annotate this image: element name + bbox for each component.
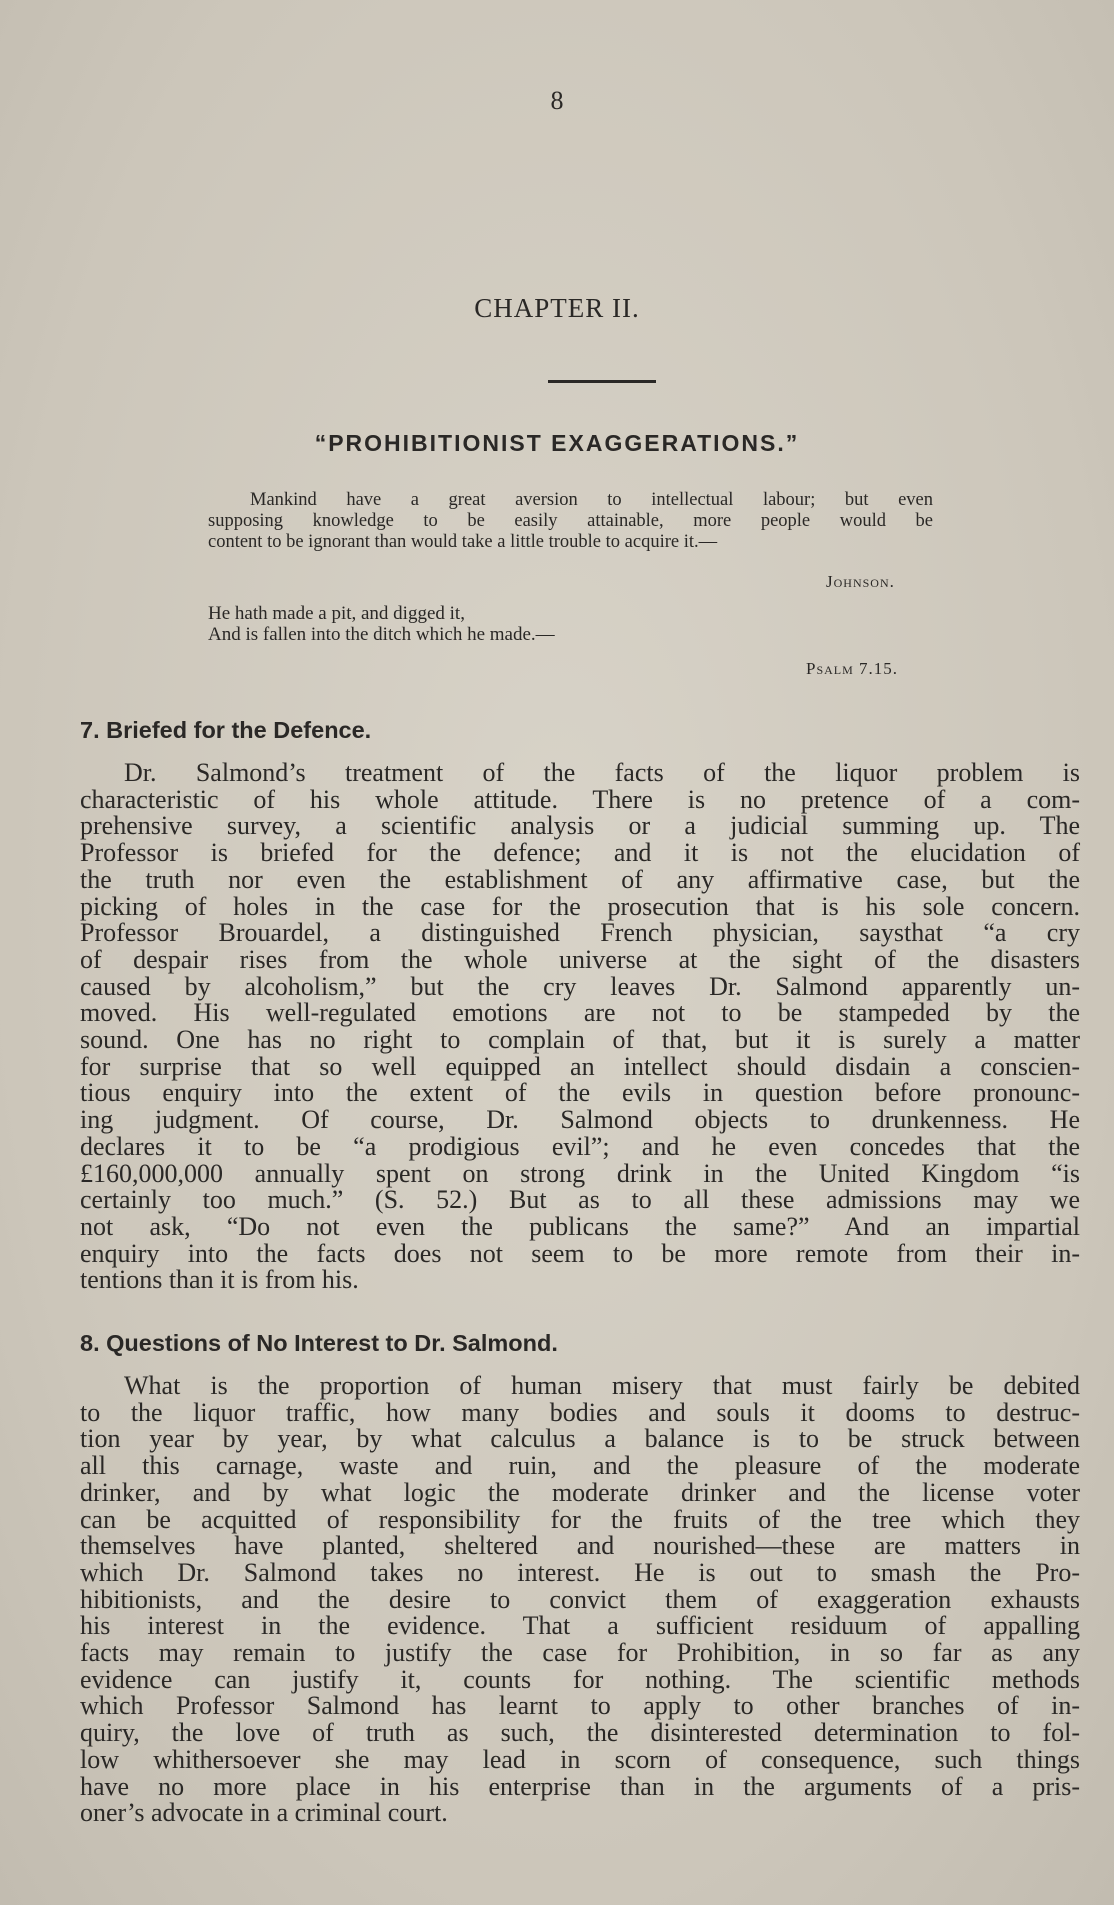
text-line: for surprise that so well equipped an intellect should disdain a conscien- (80, 1051, 1080, 1081)
section-heading: 8. Questions of No Interest to Dr. Salmond. (80, 1330, 558, 1356)
epigraph-psalm (208, 603, 555, 645)
text-line: of despair rises from the whole universe at the sight of the disasters (80, 944, 1080, 974)
text-line: picking of holes in the case for the prosecution that is his sole concern. (80, 891, 1080, 921)
text-line: certainly too much.” (S. 52.) But as to all these admissions may we (80, 1185, 1080, 1215)
text-line: characteristic of his whole attitude. There is no pretence of a com- (80, 784, 1080, 814)
text-line: hibitionists, and the desire to convict them of exaggeration exhausts (80, 1584, 1080, 1614)
chapter-divider (548, 380, 656, 383)
text-line: the truth nor even the establishment of any affirmative case, but the (80, 864, 1080, 894)
text-line: enquiry into the facts does not seem to be more remote from their in- (80, 1238, 1080, 1268)
text-line: oner’s advocate in a criminal court. (80, 1798, 448, 1828)
poem-line: He hath made a pit, and digged it, (208, 603, 465, 624)
text-line: have no more place in his enterprise than in the arguments of a pris- (80, 1771, 1080, 1801)
epigraph-line: supposing knowledge to be easily attainable, more people would be (208, 511, 933, 531)
text-line: caused by alcoholism,” but the cry leaves Dr. Salmond apparently un- (80, 971, 1080, 1001)
text-line: low whithersoever she may lead in scorn of consequence, such things (80, 1744, 1080, 1774)
chapter-subtitle: “PROHIBITIONIST EXAGGERATIONS.” (314, 430, 800, 456)
epigraph-line: content to be ignorant than would take a little trouble to acquire it.— (208, 532, 718, 552)
text-line: tentions than it is from his. (80, 1265, 359, 1295)
text-line: sound. One has no right to complain of that, but it is surely a matter (80, 1025, 1080, 1055)
epigraph-attribution: Psalm 7.15. (806, 659, 899, 678)
section-body (80, 1373, 1080, 1827)
section-body (80, 760, 1080, 1294)
text-line: declares it to be “a prodigious evil”; and he even concedes that the (80, 1131, 1080, 1161)
text-line: Dr. Salmond’s treatment of the facts of the liquor problem is (124, 758, 1080, 787)
epigraph-line: Mankind have a great aversion to intellectual labour; but even (250, 490, 933, 510)
text-line: drinker, and by what logic the moderate drinker and the license voter (80, 1477, 1080, 1507)
text-line: can be acquitted of responsibility for the fruits of the tree which they (80, 1504, 1080, 1534)
text-line: £160,000,000 annually spent on strong drink in the United Kingdom “is (80, 1158, 1080, 1188)
text-line: Professor is briefed for the defence; and it is not the elucidation of (80, 838, 1080, 868)
text-line: themselves have planted, sheltered and nourished—these are matters in (80, 1531, 1080, 1561)
text-line: facts may remain to justify the case for Prohibition, in so far as any (80, 1638, 1080, 1668)
text-line: tious enquiry into the extent of the evils in question before pronounc- (80, 1078, 1080, 1108)
epigraph-attribution: Johnson. (826, 572, 895, 591)
text-line: moved. His well-regulated emotions are not to be stampeded by the (80, 998, 1080, 1028)
text-line: ing judgment. Of course, Dr. Salmond objects to drunkenness. He (80, 1105, 1080, 1135)
poem-line: And is fallen into the ditch which he made.— (208, 624, 555, 645)
text-line: his interest in the evidence. That a sufficient residuum of appalling (80, 1611, 1080, 1641)
text-line: which Dr. Salmond takes no interest. He is out to smash the Pro- (80, 1557, 1080, 1587)
page-number: 8 (550, 86, 564, 115)
epigraph-johnson (208, 490, 933, 553)
text-line: all this carnage, waste and ruin, and the pleasure of the moderate (80, 1451, 1080, 1481)
chapter-title: CHAPTER II. (474, 293, 640, 323)
text-line: which Professor Salmond has learnt to apply to other branches of in- (80, 1691, 1080, 1721)
text-line: to the liquor traffic, how many bodies and souls it dooms to destruc- (80, 1397, 1080, 1427)
text-line: tion year by year, by what calculus a balance is to be struck between (80, 1424, 1080, 1454)
text-line: Professor Brouardel, a distinguished French physician, saysthat “a cry (80, 918, 1080, 948)
text-line: prehensive survey, a scientific analysis or a judicial summing up. The (80, 811, 1080, 841)
section-heading: 7. Briefed for the Defence. (80, 717, 372, 743)
text-line: What is the proportion of human misery that must fairly be debited (124, 1371, 1080, 1400)
text-line: evidence can justify it, counts for nothing. The scientific methods (80, 1664, 1080, 1694)
text-line: quiry, the love of truth as such, the disinterested determination to fol- (80, 1718, 1080, 1748)
text-line: not ask, “Do not even the publicans the same?” And an impartial (80, 1211, 1080, 1241)
